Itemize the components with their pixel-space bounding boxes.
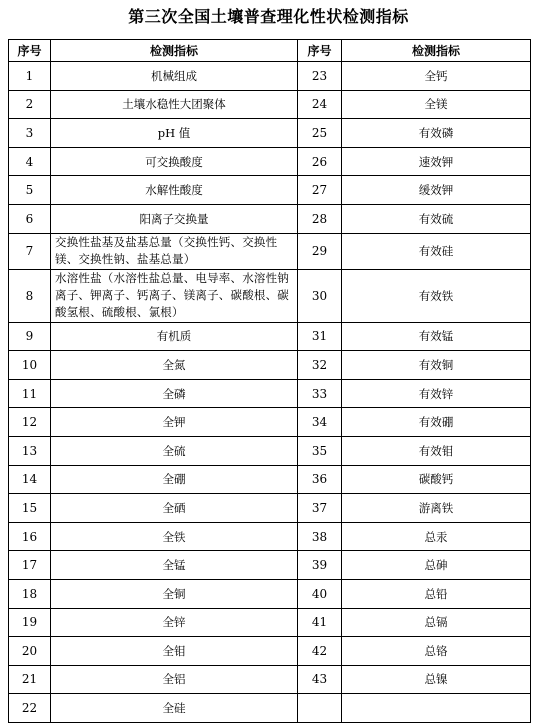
indicator-right: 碳酸钙	[342, 465, 531, 494]
table-row	[9, 465, 531, 494]
header-seq-left: 序号	[9, 40, 51, 62]
row-number-right: 41	[298, 608, 342, 637]
indicator-right	[342, 694, 531, 723]
indicator-right: 总镉	[342, 608, 531, 637]
row-number-left: 21	[9, 665, 51, 694]
row-number-left: 10	[9, 351, 51, 380]
row-number-left: 12	[9, 408, 51, 437]
row-number-left: 18	[9, 579, 51, 608]
indicator-left: 全氮	[51, 351, 298, 380]
table-row	[9, 351, 531, 380]
indicator-left: 全硫	[51, 436, 298, 465]
table-row	[9, 204, 531, 233]
row-number-right: 28	[298, 204, 342, 233]
header-indicator-right: 检测指标	[342, 40, 531, 62]
row-number-left: 15	[9, 494, 51, 523]
indicator-left: 全铁	[51, 522, 298, 551]
indicator-right: 总镍	[342, 665, 531, 694]
indicator-left: 全硼	[51, 465, 298, 494]
table-row	[9, 176, 531, 205]
indicator-right: 速效钾	[342, 147, 531, 176]
indicator-left: 全钾	[51, 408, 298, 437]
indicator-left: 阳离子交换量	[51, 204, 298, 233]
row-number-right: 24	[298, 90, 342, 119]
row-number-right: 33	[298, 379, 342, 408]
row-number-left: 6	[9, 204, 51, 233]
indicator-right: 有效磷	[342, 119, 531, 148]
row-number-left: 7	[9, 233, 51, 269]
indicator-left: 全磷	[51, 379, 298, 408]
indicator-right: 有效锰	[342, 322, 531, 351]
indicator-left: pH 值	[51, 119, 298, 148]
table-row	[9, 551, 531, 580]
table-row	[9, 494, 531, 523]
table-row	[9, 269, 531, 322]
indicator-left	[51, 269, 298, 322]
indicator-left: 全铝	[51, 665, 298, 694]
row-number-left: 22	[9, 694, 51, 723]
indicator-right: 总铬	[342, 637, 531, 666]
indicator-right: 有效硅	[342, 233, 531, 269]
indicator-right: 全镁	[342, 90, 531, 119]
row-number-left: 2	[9, 90, 51, 119]
row-number-left: 9	[9, 322, 51, 351]
table-row	[9, 119, 531, 148]
table-row	[9, 436, 531, 465]
indicator-right: 游离铁	[342, 494, 531, 523]
table-row	[9, 62, 531, 91]
row-number-left: 17	[9, 551, 51, 580]
indicator-right: 有效铜	[342, 351, 531, 380]
row-number-right: 36	[298, 465, 342, 494]
table-row	[9, 637, 531, 666]
table-row	[9, 322, 531, 351]
row-number-right: 25	[298, 119, 342, 148]
header-seq-right: 序号	[298, 40, 342, 62]
row-number-right: 27	[298, 176, 342, 205]
row-number-right: 30	[298, 269, 342, 322]
indicator-left: 全锌	[51, 608, 298, 637]
row-number-right: 35	[298, 436, 342, 465]
row-number-right: 40	[298, 579, 342, 608]
indicator-right: 全钙	[342, 62, 531, 91]
table-header-row	[9, 40, 531, 62]
indicator-left: 全铜	[51, 579, 298, 608]
page-title: 第三次全国土壤普查理化性状检测指标	[128, 7, 409, 26]
row-number-right: 34	[298, 408, 342, 437]
table-row	[9, 233, 531, 269]
indicator-right: 缓效钾	[342, 176, 531, 205]
table-row	[9, 608, 531, 637]
indicator-left: 全钼	[51, 637, 298, 666]
table-row	[9, 408, 531, 437]
indicator-left: 全硅	[51, 694, 298, 723]
row-number-right: 32	[298, 351, 342, 380]
table-row	[9, 579, 531, 608]
indicator-left-text: 交换性盐基及盐基总量（交换性钙、交换性镁、交换性钠、盐基总量）	[55, 235, 278, 267]
row-number-left: 16	[9, 522, 51, 551]
indicator-left: 全硒	[51, 494, 298, 523]
row-number-left: 13	[9, 436, 51, 465]
table-row	[9, 522, 531, 551]
indicator-left: 有机质	[51, 322, 298, 351]
indicator-left: 土壤水稳性大团聚体	[51, 90, 298, 119]
indicator-right: 有效铁	[342, 269, 531, 322]
row-number-right: 43	[298, 665, 342, 694]
row-number-left: 11	[9, 379, 51, 408]
row-number-right: 39	[298, 551, 342, 580]
table-row	[9, 379, 531, 408]
indicator-left: 机械组成	[51, 62, 298, 91]
row-number-left: 20	[9, 637, 51, 666]
row-number-right: 23	[298, 62, 342, 91]
row-number-left: 4	[9, 147, 51, 176]
header-indicator-left: 检测指标	[51, 40, 298, 62]
table-row	[9, 694, 531, 723]
indicator-left	[51, 233, 298, 269]
row-number-left: 3	[9, 119, 51, 148]
indicator-right: 有效钼	[342, 436, 531, 465]
indicator-right: 总铅	[342, 579, 531, 608]
row-number-left: 8	[9, 269, 51, 322]
row-number-right: 26	[298, 147, 342, 176]
row-number-left: 19	[9, 608, 51, 637]
row-number-right: 37	[298, 494, 342, 523]
indicator-left: 可交换酸度	[51, 147, 298, 176]
indicator-left: 全锰	[51, 551, 298, 580]
row-number-right: 29	[298, 233, 342, 269]
row-number-right: 38	[298, 522, 342, 551]
row-number-left: 1	[9, 62, 51, 91]
indicator-right: 有效硼	[342, 408, 531, 437]
row-number-left: 14	[9, 465, 51, 494]
row-number-right: 42	[298, 637, 342, 666]
indicator-right: 有效锌	[342, 379, 531, 408]
indicator-right: 总汞	[342, 522, 531, 551]
indicator-left-text: 水溶性盐（水溶性盐总量、电导率、水溶性钠离子、钾离子、钙离子、镁离子、碳酸根、碳酸氢根、硫酸根、氯根）	[55, 271, 289, 320]
indicator-right: 有效硫	[342, 204, 531, 233]
indicator-table	[8, 39, 531, 723]
table-row	[9, 665, 531, 694]
table-row	[9, 147, 531, 176]
row-number-right: 31	[298, 322, 342, 351]
indicator-right: 总砷	[342, 551, 531, 580]
row-number-left: 5	[9, 176, 51, 205]
indicator-left: 水解性酸度	[51, 176, 298, 205]
row-number-right	[298, 694, 342, 723]
table-row	[9, 90, 531, 119]
